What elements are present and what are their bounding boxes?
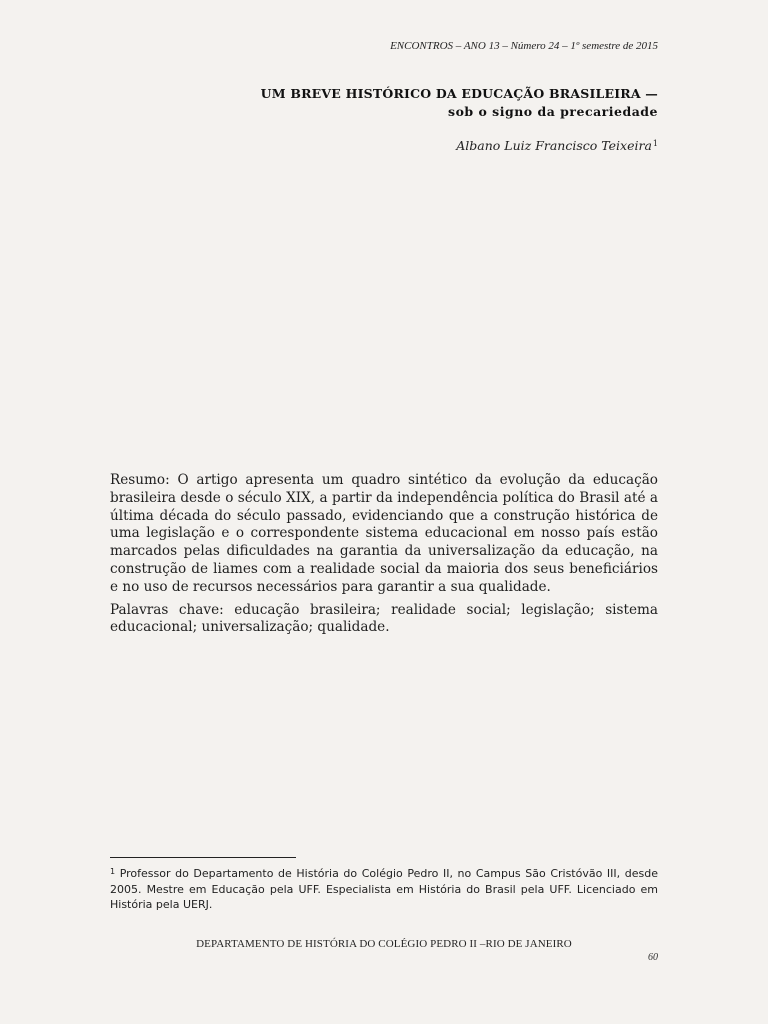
article-subtitle: sob o signo da precariedade: [448, 104, 658, 119]
article-title-line1: UM BREVE HISTÓRICO DA EDUCAÇÃO BRASILEIRA —: [260, 86, 658, 101]
running-header: ENCONTROS – ANO 13 – Número 24 – 1º semestre de 2015: [390, 40, 658, 52]
keywords: Palavras chave: educação brasileira; realidade social; legislação; sistema educacional; universalização; qualidade.: [110, 601, 658, 636]
footnote: [110, 864, 658, 913]
article-title: [261, 86, 658, 119]
author-name: Albano Luiz Francisco Teixeira: [456, 138, 652, 153]
abstract-text: Resumo: O artigo apresenta um quadro sintético da evolução da educação brasileira desde o século XIX, a partir da independência política do Brasil até a última década do século passado, evidenciando que a construção histórica de uma legislação e o correspondente sistema educacional em nosso país estão marcados pelas dificuldades na garantia da universalização da educação, na construção de liames com a realidade social da maioria dos seus beneficiários e no uso de recursos necessários para garantir a sua qualidade.: [110, 472, 658, 595]
author-footnote-marker[interactable]: 1: [652, 139, 658, 148]
author-byline: [456, 138, 658, 153]
footnote-marker: 1: [110, 867, 116, 876]
page-footer: DEPARTAMENTO DE HISTÓRIA DO COLÉGIO PEDRO II –RIO DE JANEIRO: [196, 938, 572, 950]
abstract-section: [110, 472, 658, 637]
page-number: 60: [648, 952, 658, 963]
footnote-divider: [110, 857, 296, 858]
footnote-text: Professor do Departamento de História do Colégio Pedro II, no Campus São Cristóvão III, desde 2005. Mestre em Educação pela UFF. Especialista em História do Brasil pela UFF. Licenciado em História pela UERJ.: [110, 867, 658, 911]
